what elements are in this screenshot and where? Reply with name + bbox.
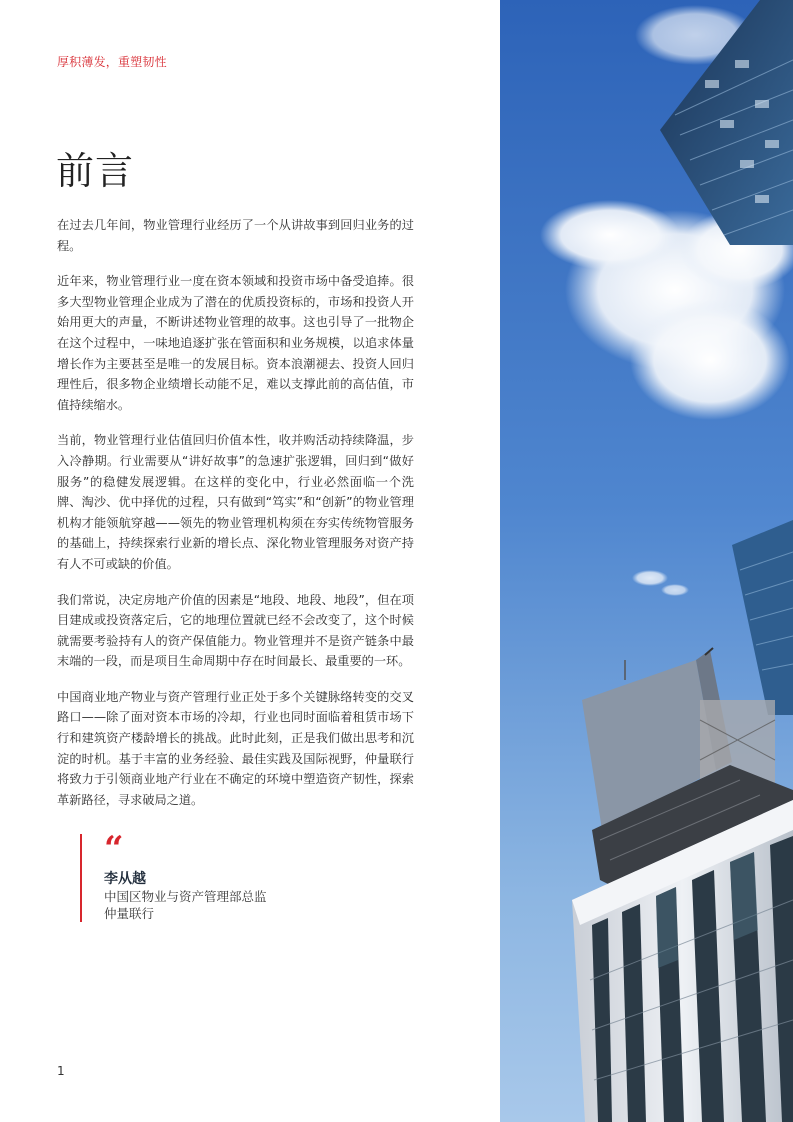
paragraph: 近年来，物业管理行业一度在资本领域和投资市场中备受追捧。很多大型物业管理企业成为了潜在的优质投资标的，市场和投资人开始用更大的声量，不断讲述物业管理的故事。这也引导了一批物企在这个过程中，一味地追逐扩张在管面积和业务规模，以追求体量增长作为主要甚至是唯一的发展目标。资本浪潮褪去、投资人回归理性后，很多物企业绩增长动能不足，难以支撑此前的高估值，市值持续缩水。 — [57, 274, 414, 412]
paragraph: 中国商业地产物业与资产管理行业正处于多个关键脉络转变的交叉路口——除了面对资本市场的冷却，行业也同时面临着租赁市场下行和建筑资产楼龄增长的挑战。此时此刻，正是我们做出思考和沉淀的时机。基于丰富的业务经验、最佳实践及国际视野，仲量联行将致力于引领商业地产行业在不确定的环境中塑造资产韧性，探索革新路径，寻求破局之道。 — [57, 689, 414, 807]
body-text — [57, 215, 414, 825]
author-company: 仲量联行 — [104, 906, 155, 921]
section-kicker: 厚积薄发，重塑韧性 — [57, 55, 167, 69]
author-role: 中国区物业与资产管理部总监 — [104, 889, 267, 904]
paragraph: 我们常说，决定房地产价值的因素是“地段、地段、地段”，但在项目建成或投资落定后，它的地理位置就已经不会改变了，这个时候就需要考验持有人的资产保值能力。物业管理并不是资产链条中最末端的一段，而是项目生命周期中存在时间最长、最重要的一环。 — [57, 592, 414, 669]
skyscraper-photo — [500, 0, 793, 1122]
quote-mark-icon: “ — [104, 829, 124, 869]
page-title: 前言 — [56, 149, 135, 193]
author-quote-block — [80, 829, 267, 922]
author-name: 李从越 — [104, 871, 146, 887]
paragraph: 当前，物业管理行业估值回归价值本性，收并购活动持续降温，步入冷静期。行业需要从“讲好故事”的急速扩张逻辑，回归到“做好服务”的稳健发展逻辑。在这样的变化中，行业必然面临一个洗牌、淘沙、优中择优的过程，只有做到“笃实”和“创新”的物业管理机构才能领航穿越——领先的物业管理机构须在夯实传统物管服务的基础上，持续探索行业新的增长点、深化物业管理服务对资产持有人不可或缺的价值。 — [57, 433, 414, 571]
paragraph: 在过去几年间，物业管理行业经历了一个从讲故事到回归业务的过程。 — [57, 218, 414, 253]
page-number: 1 — [57, 1064, 65, 1078]
